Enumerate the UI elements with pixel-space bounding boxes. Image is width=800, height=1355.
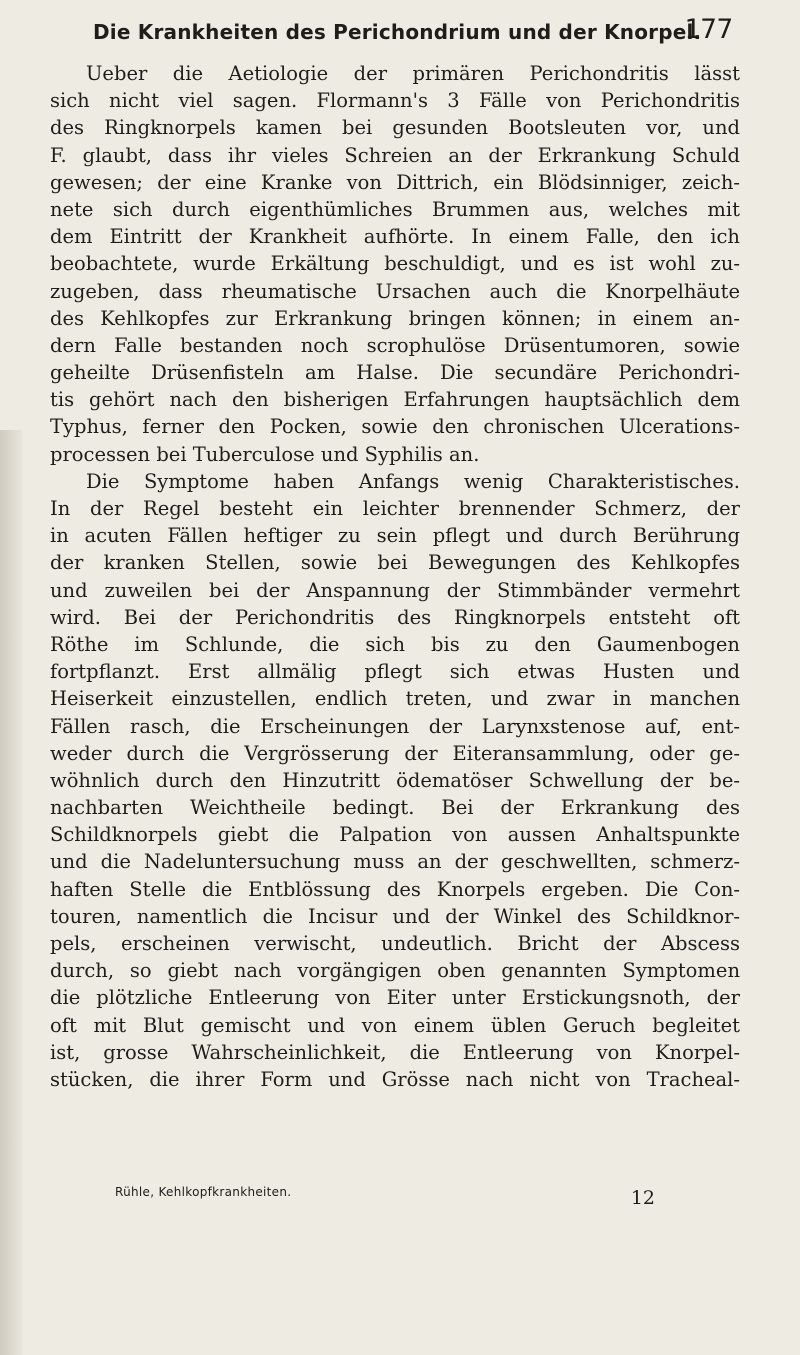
running-head [93,14,733,48]
footer-book-title: Rühle, Kehlkopfkrankheiten. [115,1185,292,1199]
page-footer [115,1183,655,1213]
text-line: Fällen rasch, die Erscheinungen der Larynxstenose auf, ent- [50,714,740,738]
text-line: zugeben, dass rheumatische Ursachen auch die Knorpelhäute [50,279,740,303]
text-line: der kranken Stellen, sowie bei Bewegungen des Kehlkopfes [50,551,740,575]
text-line: Ueber die Aetiologie der primären Perichondritis lässt [86,62,740,85]
text-line: wird. Bei der Perichondritis des Ringknorpels entsteht oft [50,605,740,629]
text-line: des Kehlkopfes zur Erkrankung bringen können; in einem an- [50,306,740,330]
text-line: fortpflanzt. Erst allmälig pflegt sich etwas Husten und [50,660,740,684]
text-line: durch, so giebt nach vorgängigen oben genannten Symptomen [50,959,740,983]
text-line: und die Nadeluntersuchung muss an der geschwellten, schmerz- [50,850,740,874]
text-line: geheilte Drüsenfisteln am Halse. Die secundäre Perichondri- [50,361,740,385]
text-line: beobachtete, wurde Erkältung beschuldigt, und es ist wohl zu- [50,252,740,276]
text-line: In der Regel besteht ein leichter brennender Schmerz, der [50,497,740,520]
text-line: dem Eintritt der Krankheit aufhörte. In einem Falle, den ich [50,225,740,249]
text-line: oft mit Blut gemischt und von einem üblen Geruch begleitet [50,1013,740,1037]
text-line: touren, namentlich die Incisur und der Winkel des Schildknor- [50,904,740,928]
text-line: die plötzliche Entleerung von Eiter unter Erstickungsnoth, der [50,986,740,1010]
running-head-title: Die Krankheiten des Perichondrium und der Knorpel. [93,20,702,44]
text-line: in acuten Fällen heftiger zu sein pflegt und durch Berührung [50,524,740,548]
text-line: F. glaubt, dass ihr vieles Schreien an der Erkrankung Schuld [50,143,740,167]
signature-mark: 12 [630,1187,655,1209]
page-number: 177 [684,14,733,45]
binding-shadow [0,430,22,1355]
text-line: dern Falle bestanden noch scrophulöse Drüsentumoren, sowie [50,333,740,357]
text-line: wöhnlich durch den Hinzutritt ödematöser Schwellung der be- [50,768,740,792]
text-line: nete sich durch eigenthümliches Brummen aus, welches mit [50,197,740,221]
text-line: und zuweilen bei der Anspannung der Stimmbänder vermehrt [50,578,740,602]
text-line: sich nicht viel sagen. Flormann's 3 Fälle von Perichondritis [50,89,740,113]
text-line: gewesen; der eine Kranke von Dittrich, ein Blödsinniger, zeich- [50,170,740,194]
body-text [50,60,740,1093]
text-line: weder durch die Vergrösserung der Eiteransammlung, oder ge- [50,741,740,765]
text-line: nachbarten Weichtheile bedingt. Bei der Erkrankung des [50,796,740,820]
text-line: Die Symptome haben Anfangs wenig Charakteristisches. [86,469,740,493]
text-line: haften Stelle die Entblössung des Knorpels ergeben. Die Con- [50,877,740,901]
text-line: tis gehört nach den bisherigen Erfahrungen hauptsächlich dem [50,388,740,412]
text-line: processen bei Tuberculose und Syphilis an. [50,442,480,466]
text-line: stücken, die ihrer Form und Grösse nach nicht von Tracheal- [50,1067,740,1091]
text-line: pels, erscheinen verwischt, undeutlich. Bricht der Abscess [50,932,740,955]
text-line: ist, grosse Wahrscheinlichkeit, die Entleerung von Knorpel- [50,1040,740,1064]
text-line: Schildknorpels giebt die Palpation von aussen Anhaltspunkte [50,823,740,847]
text-line: Typhus, ferner den Pocken, sowie den chronischen Ulcerations- [50,415,740,439]
text-line: Heiserkeit einzustellen, endlich treten, und zwar in manchen [50,687,740,711]
text-line: Röthe im Schlunde, die sich bis zu den Gaumenbogen [50,632,740,656]
text-line: des Ringknorpels kamen bei gesunden Bootsleuten vor, und [50,116,740,140]
